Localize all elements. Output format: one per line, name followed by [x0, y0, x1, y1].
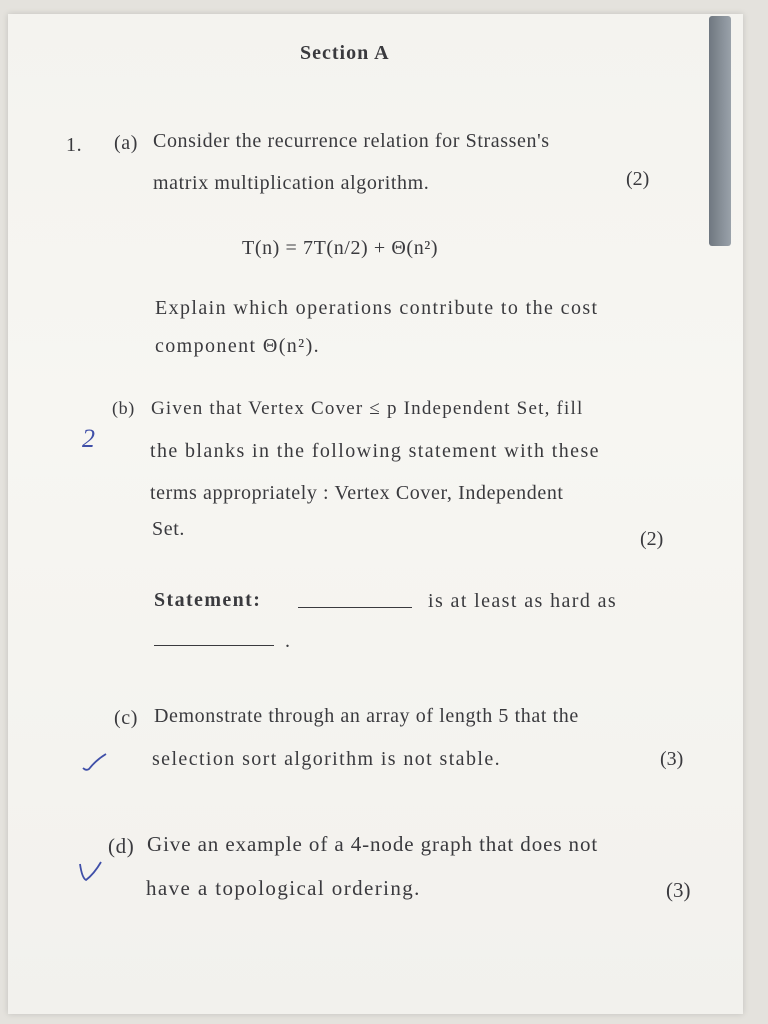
- statement-text: is at least as hard as: [428, 590, 618, 612]
- part-b-label: (b): [112, 398, 135, 418]
- part-c-label: (c): [114, 707, 138, 729]
- part-c-line2: selection sort algorithm is not stable.: [152, 748, 501, 770]
- part-a-label: (a): [114, 132, 138, 154]
- question-number: 1.: [66, 134, 83, 156]
- strassen-recurrence-formula: T(n) = 7T(n/2) + Θ(n²): [242, 237, 439, 259]
- part-b-line2: the blanks in the following statement with these: [150, 440, 600, 462]
- part-a-line2: matrix multiplication algorithm.: [153, 172, 430, 194]
- part-b-marks: (2): [640, 528, 664, 550]
- part-a-line3: Explain which operations contribute to the cost: [155, 297, 599, 319]
- part-b-line1: Given that Vertex Cover ≤ p Independent Set, fill: [151, 398, 584, 419]
- part-c-line1: Demonstrate through an array of length 5 that the: [154, 705, 579, 727]
- section-title: Section A: [300, 42, 390, 64]
- part-d-marks: (3): [666, 878, 691, 902]
- statement-blank-2: [154, 645, 274, 646]
- check-mark-icon: [80, 750, 110, 774]
- part-a-line4: component Θ(n²).: [155, 335, 321, 357]
- part-a-line1: Consider the recurrence relation for Strassen's: [153, 130, 550, 152]
- part-c-marks: (3): [660, 748, 684, 770]
- exam-page: [8, 14, 743, 1014]
- check-mark-icon: [76, 856, 106, 884]
- handwritten-mark-2: 2: [82, 424, 96, 453]
- part-b-line4: Set.: [152, 518, 185, 540]
- statement-end: .: [285, 630, 291, 652]
- part-a-marks: (2): [626, 168, 650, 190]
- part-d-line1: Give an example of a 4-node graph that does not: [147, 832, 599, 856]
- part-d-line2: have a topological ordering.: [146, 876, 421, 900]
- statement-label: Statement:: [154, 589, 262, 611]
- page-edge-shadow: [709, 16, 731, 246]
- part-d-label: (d): [108, 834, 135, 858]
- part-b-line3: terms appropriately : Vertex Cover, Independent: [150, 482, 564, 504]
- statement-blank-1: [298, 607, 412, 608]
